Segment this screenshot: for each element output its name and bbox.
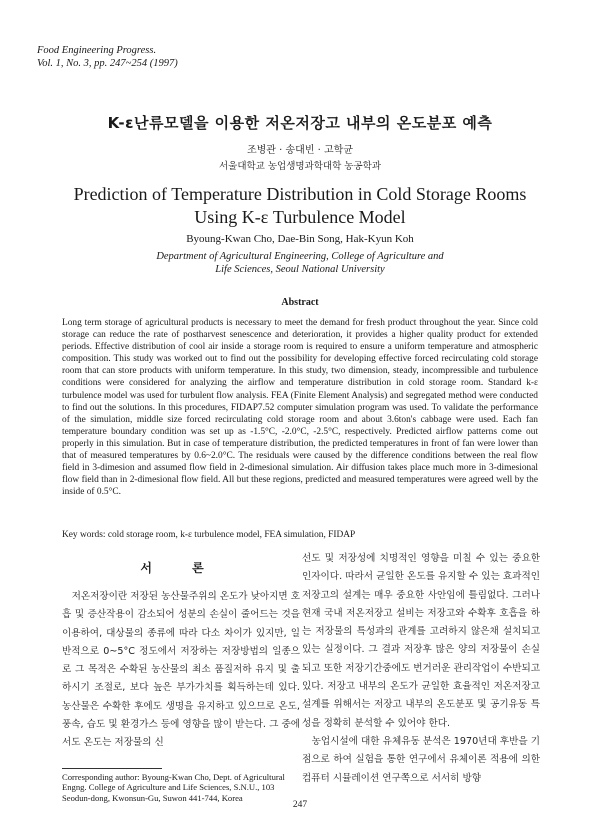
abstract-text: Long term storage of agricultural products is necessary to meet the demand for fresh product throughout the year. Since cold storage can reduce the rate of postharvest senescence and deterioration, it provides a higher quality product for extended periods. Effective distribution of cool air inside a storage room is required to ensure a uniform temperature and atmospheric composition. This study was worked out to find out the possibility for developing effective forced recirculating cold storage room that can store products with uniform temperature. In this study, two dimension, steady, incompressible and turbulence conditions were considered for analyzing the airflow and temperature distribution in cold storage room. Standard k-ε turbulence model was used for turbulent flow analysis. FEA (Finite Element Analysis) and segregated method were conducted to find out the solutions. In this procedures, FIDAP7.52 computer simulation program was used. To validate the performance of the simulation, middle size forced recirculating cold storage room and about 3.6ton's cabbage were used. Each fan temperature boundary condition was set up as -1.5°C, -2.0°C, -2.5°C, respectively. Predicted airflow patterns come out properly in this simulation. But in case of temperature distribution, the predicted temperatures in front of fan were lower than that of measured temperatures by 0.6~2.0°C. The residuals were caused by the difference conditions between the real flow field in 3-dimesion and assumed flow field in 2-dimesional simulation. Air diffusion takes place much more in 3-dimesional flow field than in 2-dimesional flow field. All but these regions, predicted and measured temperatures were agreed well by the inside of 0.5°C. [62,318,538,498]
section-title-introduction: 서 론 [140,561,222,575]
journal-citation: Vol. 1, No. 3, pp. 247~254 (1997) [37,58,178,69]
page-number: 247 [292,800,308,810]
english-authors: Byoung-Kwan Cho, Dae-Bin Song, Hak-Kyun Koh [186,233,414,245]
body-paragraph: 농업시설에 대한 유체유동 분석은 1970년대 후반을 기점으로 하여 실험을 통한 연구에서 유체이론 적용에 의한 컴퓨터 시뮬레이션 연구쪽으로 서서히 방향 [302,735,540,784]
body-column-right [302,550,540,788]
body-paragraph: 저온저장이란 저장된 농산물주위의 온도가 낮아지면 호흡 및 증산작용이 감소되어 성분의 손실이 줄어드는 것을 이용하여, 대상물의 종류에 따라 다소 차이가 있지만, 일반적으로 0~5°C 정도에서 저장하는 저장방법의 일종으로 그 목적은 수확된 농산물의 최소 품질저하 유지 및 출하시기 조절로, 보다 높은 부가가치를 획득하는데 있다. 농산물은 수확한 후에도 생명을 유지하고 있으므로 온도, 풍속, 습도 및 환경가스 등에 영향을 많이 받는다. 그 중에서도 온도는 저장물의 신 [62,591,300,749]
keywords: Key words: cold storage room, k-ε turbulence model, FEA simulation, FIDAP [62,530,356,540]
journal-header [37,44,178,70]
footnote-divider [62,768,162,769]
corresponding-author-footnote: Corresponding author: Byoung-Kwan Cho, Dept. of Agricultural Engng. College of Agriculture and Life Sciences, S.N.U., 103 Seodun-dong, Kwonsun-Gu, Suwon 441-744, Korea [62,772,285,803]
korean-title: K-ε난류모델을 이용한 저온저장고 내부의 온도분포 예측 [107,114,493,132]
english-title-line1: Prediction of Temperature Distribution in Cold Storage Rooms [73,184,527,204]
korean-affiliation: 서울대학교 농업생명과학대학 농공학과 [218,161,382,172]
english-affiliation [0,250,600,276]
english-affiliation-line1: Department of Agricultural Engineering, College of Agriculture and [156,251,444,262]
abstract-heading: Abstract [281,297,319,308]
journal-name: Food Engineering Progress. [37,45,157,56]
english-title-line2: Using K-ε Turbulence Model [194,207,406,227]
korean-authors: 조병관 · 송대빈 · 고학균 [246,145,353,156]
english-title [0,183,600,229]
body-paragraph: 선도 및 저장성에 치명적인 영향을 미칠 수 있는 중요한 인자이다. 따라서 균일한 온도를 유지할 수 있는 효과적인 저장고의 설계는 매우 중요한 사안임에 틀림없다. 그러나 현재 국내 저온저장고 설비는 저장고와 수확후 호흡을 하는 저장물의 특성과의 관계를 고려하지 않은채 설치되고 있는 실정이다. 그 결과 저장후 많은 양의 저장물이 손실되고 또한 저장기간중에도 번거러운 관리작업이 수반되고 있다. 저장고 내부의 온도가 균일한 효율적인 저온저장고 설계를 위해서는 저장고 내부의 온도분포 및 공기유동 특성을 정확히 분석할 수 있어야 한다. [302,553,540,729]
english-affiliation-line2: Life Sciences, Seoul National University [215,264,385,275]
body-column-left [62,588,300,753]
